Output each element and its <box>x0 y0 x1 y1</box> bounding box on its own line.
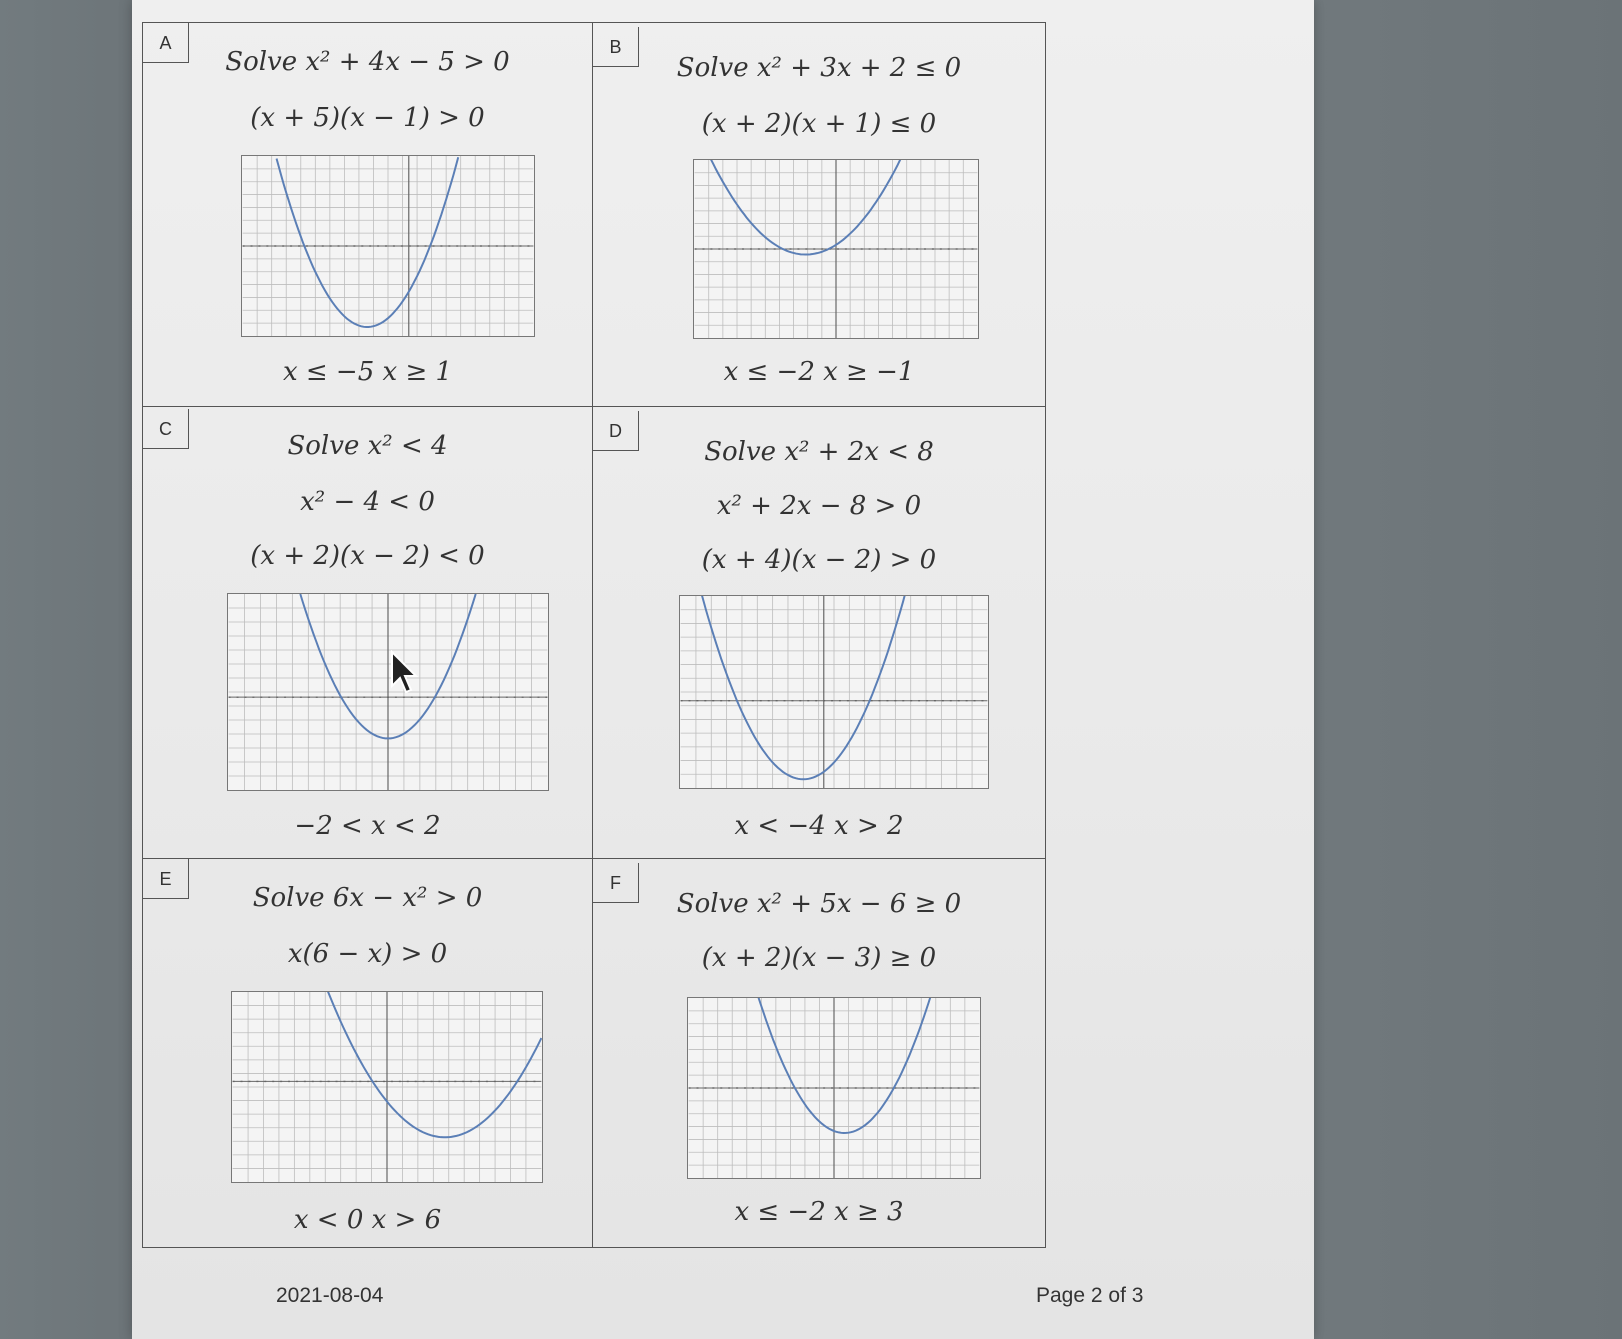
parabola-graph <box>679 595 989 789</box>
problem-line: Solve x² < 4 <box>287 431 448 461</box>
problem-line: Solve x² + 4x − 5 > 0 <box>225 47 510 77</box>
card-c <box>143 407 593 859</box>
card-f <box>593 859 1045 1247</box>
parabola-curve <box>756 998 930 1133</box>
card-d <box>593 407 1045 859</box>
parabola-svg <box>232 992 542 1182</box>
parabola-svg <box>228 594 548 790</box>
factored-line: (x + 2)(x − 2) < 0 <box>250 541 485 571</box>
parabola-graph <box>227 593 549 791</box>
card-label: E <box>143 859 189 899</box>
answer-text: x < 0 x > 6 <box>293 1205 442 1235</box>
factored-line: x(6 − x) > 0 <box>287 939 448 969</box>
footer-date: 2021-08-04 <box>276 1284 384 1307</box>
footer-page-number: Page 2 of 3 <box>1036 1284 1144 1307</box>
parabola-svg <box>680 596 988 788</box>
mouse-pointer-icon <box>390 650 422 698</box>
answer-text: x ≤ −2 x ≥ −1 <box>723 357 915 387</box>
card-label: C <box>143 409 189 449</box>
card-label: A <box>143 23 189 63</box>
parabola-graph <box>231 991 543 1183</box>
card-label: F <box>593 863 639 903</box>
factored-line: (x + 5)(x − 1) > 0 <box>250 103 485 133</box>
card-grid <box>142 22 1046 1248</box>
card-a <box>143 23 593 407</box>
card-label: D <box>593 411 639 451</box>
problem-line: Solve x² + 2x < 8 <box>704 437 934 467</box>
problem-line: Solve x² + 3x + 2 ≤ 0 <box>676 53 962 83</box>
answer-text: −2 < x < 2 <box>294 811 441 841</box>
parabola-graph <box>241 155 535 337</box>
factored-line: (x + 2)(x + 1) ≤ 0 <box>701 109 937 139</box>
parabola-svg <box>242 156 534 336</box>
expanded-line: x² − 4 < 0 <box>300 487 435 517</box>
parabola-curve <box>277 157 459 327</box>
answer-text: x ≤ −5 x ≥ 1 <box>282 357 453 387</box>
parabola-curve <box>328 992 542 1137</box>
parabola-graph <box>693 159 979 339</box>
problem-line: Solve x² + 5x − 6 ≥ 0 <box>676 889 962 919</box>
card-b <box>593 23 1045 407</box>
answer-text: x ≤ −2 x ≥ 3 <box>734 1197 904 1227</box>
factored-line: (x + 2)(x − 3) ≥ 0 <box>701 943 937 973</box>
parabola-curve <box>706 160 904 255</box>
card-label: B <box>593 27 639 67</box>
problem-line: Solve 6x − x² > 0 <box>252 883 483 913</box>
parabola-svg <box>694 160 978 338</box>
expanded-line: x² + 2x − 8 > 0 <box>716 491 922 521</box>
card-e <box>143 859 593 1247</box>
factored-line: (x + 4)(x − 2) > 0 <box>701 545 937 575</box>
parabola-svg <box>688 998 980 1178</box>
parabola-graph <box>687 997 981 1179</box>
answer-text: x < −4 x > 2 <box>734 811 904 841</box>
